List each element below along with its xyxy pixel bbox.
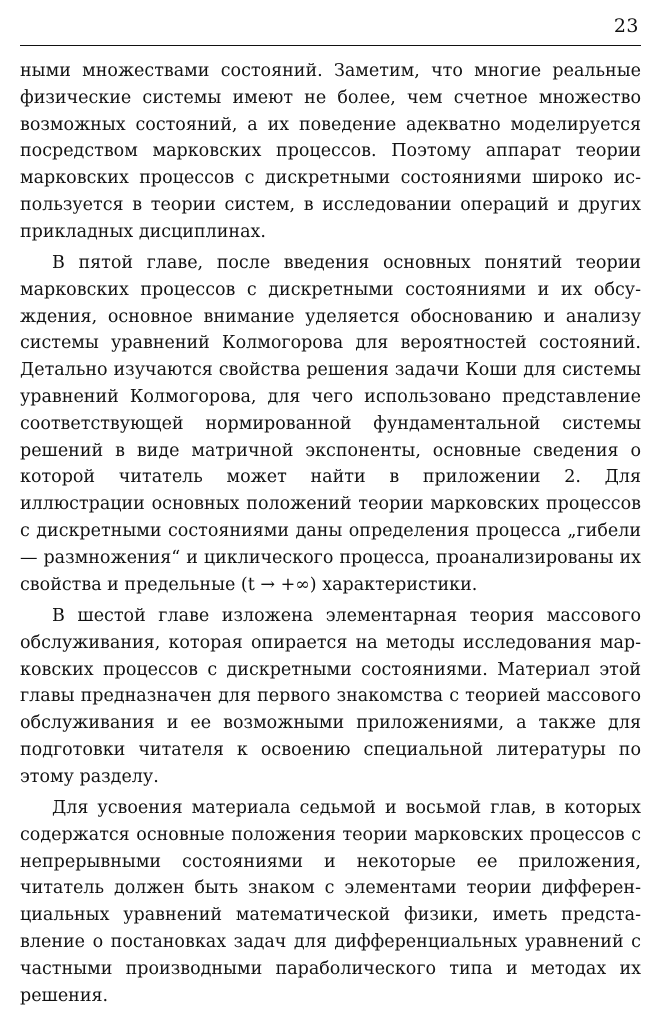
paragraph-continuation: ными множествами состояний. Заметим, что многие реальные физические системы имеют не более, чем счетное множество возможных состояний, а их поведение адекватно моделируется посредством марковских процессов. Поэтому аппарат теории марковских процессов с дискретными состояниями широко используется в теории систем, в исследовании операций и других прикладных дисциплинах. bbox=[20, 61, 641, 242]
paragraph-chapters-seven-eight: Для усвоения материала седьмой и восьмой глав, в которых содержатся основные положения теории марковских процессов с непрерывными состояниями и некоторые ее приложения, читатель должен быть знаком с элементами теории дифференциальных уравнений математической физики, иметь представление о постановках задач для дифференциальных уравнений с частными производными параболического типа и методах их решения. bbox=[20, 798, 641, 1006]
header-rule bbox=[20, 45, 641, 46]
paragraph-chapter-six: В шестой главе изложена элементарная теория массового обслуживания, которая опирается на методы исследования марковских процессов с дискретными состояниями. Материал этой главы предназначен для первого знакомства с теорией массового обслуживания и ее возможными приложениями, а также для подготовки читателя к освоению специальной литературы по этому разделу. bbox=[20, 605, 641, 787]
book-page bbox=[20, 0, 641, 1006]
body-text bbox=[20, 58, 641, 1009]
page-number: 23 bbox=[613, 15, 639, 37]
paragraph-chapter-five: В пятой главе, после введения основных понятий теории марковских процессов с дискретными состояниями и их обсуждения, основное внимание уделяется обоснованию и анализу системы уравнений Колмогорова для вероятностей состояний. Детально изучаются свойства решения задачи Коши для системы уравнений Колмогорова, для чего использовано представление соответствующей нормированной фундаментальной системы решений в виде матричной экспоненты, основные сведения о которой читатель может найти в приложении 2. Для иллюстрации основных положений теории марковских процессов с дискретными состояниями даны определения процесса „гибели — размножения“ и циклического процесса, проанализированы их свойства и предельные (t → +∞) характеристики. bbox=[20, 253, 641, 595]
